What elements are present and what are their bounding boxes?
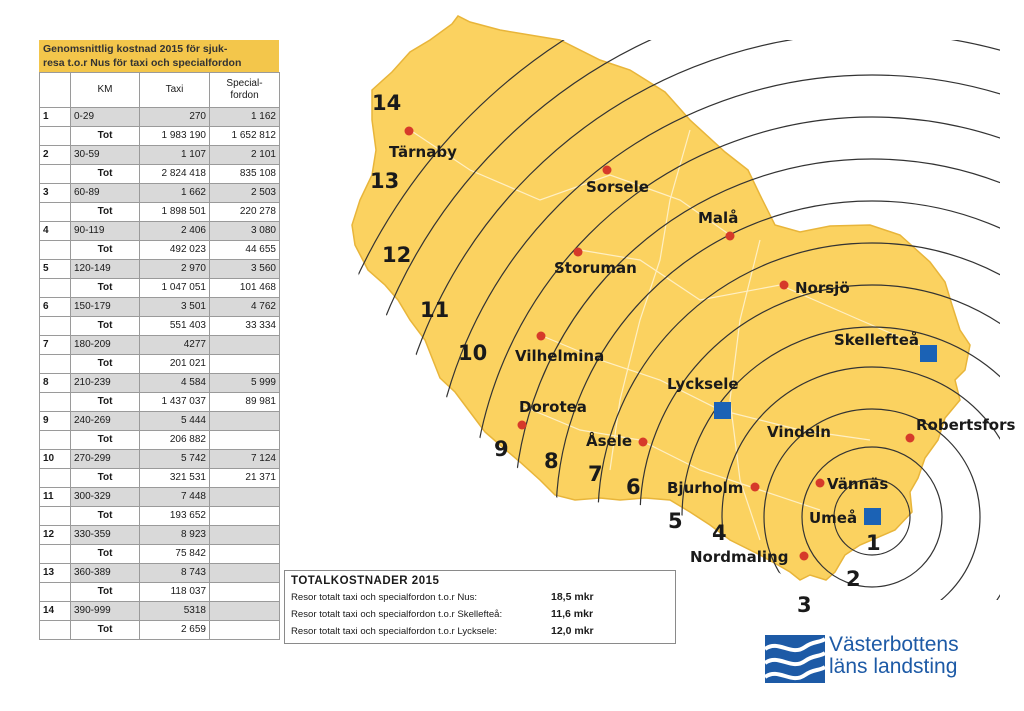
zone-km: 180-209: [71, 336, 140, 355]
zone-km: 30-59: [71, 146, 140, 165]
total-label: Tot: [71, 545, 140, 564]
total-blank: [40, 507, 71, 526]
totals-value-nus: 18,5 mkr: [551, 591, 594, 603]
table-row-total: [40, 279, 280, 298]
zone-number: 12: [40, 526, 71, 545]
header-km: KM: [71, 73, 140, 108]
hospital-lycksele: [714, 402, 731, 419]
zone-km: 390-999: [71, 602, 140, 621]
total-label: Tot: [71, 165, 140, 184]
total-special: [210, 545, 280, 564]
town-label-skelleftea: Skellefteå: [834, 331, 919, 349]
ring-number-14: 14: [372, 91, 402, 115]
zone-special: 2 101: [210, 146, 280, 165]
town-label-mala: Malå: [698, 209, 739, 227]
table-row-zone: [40, 298, 280, 317]
zone-taxi: 4 584: [140, 374, 210, 393]
total-taxi: 551 403: [140, 317, 210, 336]
hospital-skelleftea: [920, 345, 937, 362]
total-taxi: 1 047 051: [140, 279, 210, 298]
town-dot-bjurholm: [751, 483, 760, 492]
town-dot-dorotea: [518, 421, 527, 430]
total-taxi: 201 021: [140, 355, 210, 374]
total-taxi: 2 659: [140, 621, 210, 640]
cost-grid: [39, 72, 280, 640]
ring-number-4: 4: [712, 521, 727, 545]
table-row-zone: [40, 336, 280, 355]
total-taxi: 206 882: [140, 431, 210, 450]
town-dot-mala: [726, 232, 735, 241]
table-row-total: [40, 203, 280, 222]
town-dot-robertsfors: [906, 434, 915, 443]
totals-label-nus: Resor totalt taxi och specialfordon t.o.r Nus:: [291, 592, 478, 603]
zone-number: 1: [40, 108, 71, 127]
table-row-zone: [40, 526, 280, 545]
town-dot-nordmaling: [800, 552, 809, 561]
total-special: 44 655: [210, 241, 280, 260]
total-taxi: 321 531: [140, 469, 210, 488]
town-label-norsjo: Norsjö: [795, 279, 850, 297]
hospital-umea: [864, 508, 881, 525]
table-row-total: [40, 317, 280, 336]
zone-taxi: 1 107: [140, 146, 210, 165]
total-blank: [40, 469, 71, 488]
total-special: [210, 583, 280, 602]
zone-number: 8: [40, 374, 71, 393]
total-blank: [40, 621, 71, 640]
total-label: Tot: [71, 279, 140, 298]
total-label: Tot: [71, 431, 140, 450]
table-row-total: [40, 469, 280, 488]
zone-taxi: 5 444: [140, 412, 210, 431]
zone-special: 3 080: [210, 222, 280, 241]
town-dot-sorsele: [603, 166, 612, 175]
zone-number: 5: [40, 260, 71, 279]
town-label-sorsele: Sorsele: [586, 178, 649, 196]
zone-special: [210, 412, 280, 431]
table-row-zone: [40, 222, 280, 241]
table-row-zone: [40, 564, 280, 583]
total-label: Tot: [71, 393, 140, 412]
logo-text: [829, 634, 959, 678]
town-label-bjurholm: Bjurholm: [667, 479, 744, 497]
zone-number: 13: [40, 564, 71, 583]
total-blank: [40, 545, 71, 564]
zone-taxi: 5318: [140, 602, 210, 621]
zone-special: 5 999: [210, 374, 280, 393]
zone-number: 10: [40, 450, 71, 469]
total-blank: [40, 127, 71, 146]
table-row-total: [40, 165, 280, 184]
zone-taxi: 2 406: [140, 222, 210, 241]
table-row-zone: [40, 146, 280, 165]
zone-taxi: 270: [140, 108, 210, 127]
ring-number-2: 2: [846, 567, 861, 591]
town-label-asele: Åsele: [586, 432, 633, 450]
totals-row: [291, 589, 669, 606]
town-dot-vilhelmina: [537, 332, 546, 341]
table-row-zone: [40, 260, 280, 279]
total-label: Tot: [71, 469, 140, 488]
total-special: 89 981: [210, 393, 280, 412]
zone-km: 150-179: [71, 298, 140, 317]
town-label-umea: Umeå: [809, 509, 858, 527]
zone-km: 360-389: [71, 564, 140, 583]
total-taxi: 2 824 418: [140, 165, 210, 184]
logo-line1: Västerbottens: [829, 633, 959, 656]
table-row-total: [40, 621, 280, 640]
town-label-vilhelmina: Vilhelmina: [515, 347, 605, 365]
totals-box: [284, 570, 676, 644]
total-blank: [40, 317, 71, 336]
ring-number-12: 12: [382, 243, 412, 267]
header-zone: [40, 73, 71, 108]
total-blank: [40, 355, 71, 374]
zone-km: 330-359: [71, 526, 140, 545]
ring-number-6: 6: [626, 475, 641, 499]
table-row-total: [40, 545, 280, 564]
zone-km: 240-269: [71, 412, 140, 431]
total-special: 1 652 812: [210, 127, 280, 146]
zone-special: 3 560: [210, 260, 280, 279]
logo-wave-icon: [765, 635, 825, 683]
totals-value-skelleftea: 11,6 mkr: [551, 608, 594, 620]
zone-taxi: 7 448: [140, 488, 210, 507]
table-row-zone: [40, 184, 280, 203]
town-label-lycksele: Lycksele: [667, 375, 739, 393]
zone-number: 3: [40, 184, 71, 203]
total-taxi: 492 023: [140, 241, 210, 260]
total-blank: [40, 165, 71, 184]
ring-number-11: 11: [420, 298, 450, 322]
zone-special: 2 503: [210, 184, 280, 203]
ring-number-13: 13: [370, 169, 400, 193]
ring-number-8: 8: [544, 449, 559, 473]
total-special: [210, 507, 280, 526]
town-label-nordmaling: Nordmaling: [690, 548, 789, 566]
table-row-total: [40, 355, 280, 374]
totals-label-skelleftea: Resor totalt taxi och specialfordon t.o.r Skellefteå:: [291, 609, 503, 620]
town-label-robertsfors: Robertsfors: [916, 416, 1016, 434]
zone-km: 0-29: [71, 108, 140, 127]
cost-table: [39, 40, 279, 640]
zone-number: 9: [40, 412, 71, 431]
zone-km: 60-89: [71, 184, 140, 203]
zone-taxi: 8 923: [140, 526, 210, 545]
zone-number: 4: [40, 222, 71, 241]
landsting-logo: [765, 633, 985, 683]
table-row-total: [40, 431, 280, 450]
table-row-total: [40, 241, 280, 260]
total-label: Tot: [71, 203, 140, 222]
town-dot-storuman: [574, 248, 583, 257]
total-special: [210, 621, 280, 640]
table-row-zone: [40, 108, 280, 127]
town-label-dorotea: Dorotea: [519, 398, 587, 416]
total-blank: [40, 393, 71, 412]
table-header-row: [40, 73, 280, 108]
ring-number-7: 7: [588, 462, 603, 486]
zone-km: 210-239: [71, 374, 140, 393]
zone-special: [210, 602, 280, 621]
totals-row: [291, 606, 669, 623]
table-row-zone: [40, 412, 280, 431]
town-dot-vannas: [816, 479, 825, 488]
table-row-zone: [40, 374, 280, 393]
zone-taxi: 1 662: [140, 184, 210, 203]
zone-taxi: 8 743: [140, 564, 210, 583]
total-special: 101 468: [210, 279, 280, 298]
table-body: [40, 108, 280, 640]
table-row-zone: [40, 602, 280, 621]
zone-taxi: 5 742: [140, 450, 210, 469]
totals-row: [291, 623, 669, 640]
zone-special: 7 124: [210, 450, 280, 469]
total-special: 33 334: [210, 317, 280, 336]
total-taxi: 1 983 190: [140, 127, 210, 146]
town-label-vannas: Vännäs: [827, 475, 889, 493]
total-taxi: 193 652: [140, 507, 210, 526]
ring-number-10: 10: [458, 341, 488, 365]
total-blank: [40, 203, 71, 222]
ring-number-3: 3: [797, 593, 812, 617]
table-row-zone: [40, 488, 280, 507]
total-blank: [40, 279, 71, 298]
total-label: Tot: [71, 583, 140, 602]
town-dot-tarnaby: [405, 127, 414, 136]
zone-km: 120-149: [71, 260, 140, 279]
ring-number-1: 1: [866, 531, 881, 555]
town-label-storuman: Storuman: [554, 259, 637, 277]
zone-taxi: 4277: [140, 336, 210, 355]
table-row-total: [40, 583, 280, 602]
zone-taxi: 3 501: [140, 298, 210, 317]
zone-km: 270-299: [71, 450, 140, 469]
town-label-tarnaby: Tärnaby: [389, 143, 457, 161]
header-taxi: Taxi: [140, 73, 210, 108]
total-label: Tot: [71, 507, 140, 526]
total-special: 21 371: [210, 469, 280, 488]
totals-label-lycksele: Resor totalt taxi och specialfordon t.o.r Lycksele:: [291, 626, 498, 637]
total-special: 220 278: [210, 203, 280, 222]
zone-special: [210, 488, 280, 507]
zone-km: 90-119: [71, 222, 140, 241]
totals-value-lycksele: 12,0 mkr: [551, 625, 594, 637]
logo-line2: läns landsting: [829, 655, 958, 678]
total-blank: [40, 583, 71, 602]
total-special: 835 108: [210, 165, 280, 184]
zone-special: [210, 336, 280, 355]
zone-number: 14: [40, 602, 71, 621]
header-special: Special- fordon: [210, 73, 280, 108]
ring-number-9: 9: [494, 437, 509, 461]
town-dot-norsjo: [780, 281, 789, 290]
town-dot-asele: [639, 438, 648, 447]
total-label: Tot: [71, 317, 140, 336]
table-title-line2: resa t.o.r Nus för taxi och specialfordon: [43, 57, 242, 69]
zone-number: 2: [40, 146, 71, 165]
total-blank: [40, 431, 71, 450]
total-label: Tot: [71, 127, 140, 146]
total-taxi: 1 437 037: [140, 393, 210, 412]
total-label: Tot: [71, 355, 140, 374]
zone-special: 1 162: [210, 108, 280, 127]
total-label: Tot: [71, 241, 140, 260]
total-special: [210, 355, 280, 374]
total-blank: [40, 241, 71, 260]
table-row-zone: [40, 450, 280, 469]
zone-number: 6: [40, 298, 71, 317]
table-row-total: [40, 507, 280, 526]
table-title: [39, 40, 279, 72]
zone-number: 7: [40, 336, 71, 355]
zone-special: 4 762: [210, 298, 280, 317]
total-special: [210, 431, 280, 450]
total-taxi: 118 037: [140, 583, 210, 602]
table-row-total: [40, 393, 280, 412]
table-row-total: [40, 127, 280, 146]
zone-special: [210, 564, 280, 583]
zone-km: 300-329: [71, 488, 140, 507]
zone-special: [210, 526, 280, 545]
ring-number-5: 5: [668, 509, 683, 533]
zone-taxi: 2 970: [140, 260, 210, 279]
total-taxi: 1 898 501: [140, 203, 210, 222]
totals-heading: TOTALKOSTNADER 2015: [291, 575, 440, 587]
zone-number: 11: [40, 488, 71, 507]
table-title-line1: Genomsnittlig kostnad 2015 för sjuk-: [43, 43, 228, 55]
total-taxi: 75 842: [140, 545, 210, 564]
total-label: Tot: [71, 621, 140, 640]
town-label-vindeln: Vindeln: [767, 423, 831, 441]
